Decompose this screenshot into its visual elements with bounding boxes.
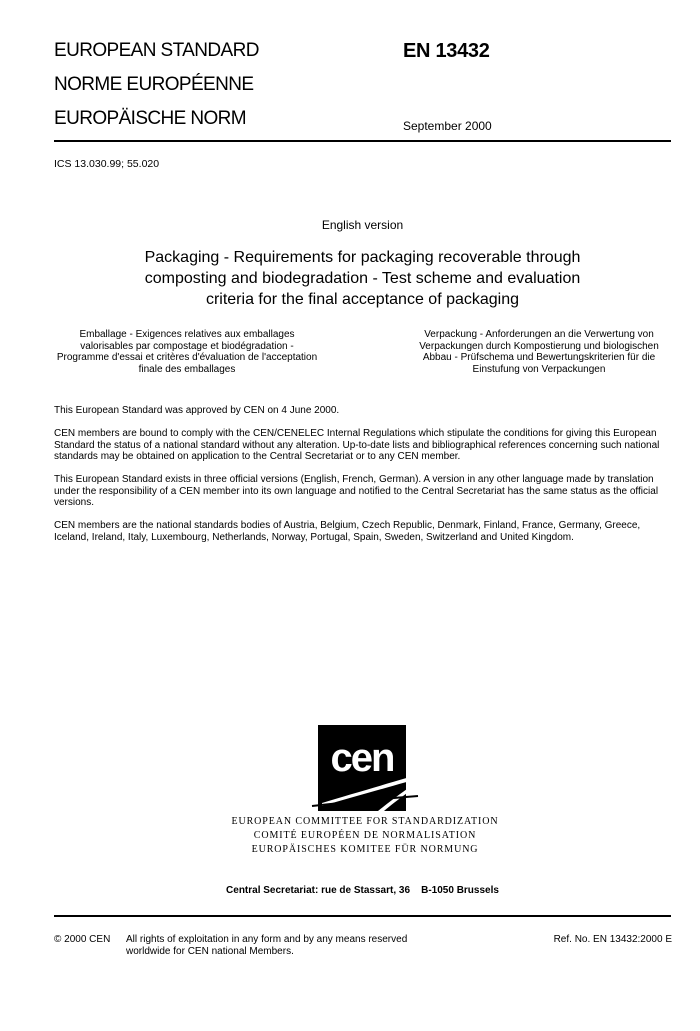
- members-paragraph: [54, 520, 674, 543]
- compliance-paragraph: [54, 428, 674, 463]
- title-fr-line: Programme d'essai et critères d'évaluation de l'acceptation: [56, 352, 318, 363]
- standard-number: EN 13432: [403, 40, 490, 62]
- title-fr-line: finale des emballages: [138, 363, 236, 375]
- header-line-de: EUROPÄISCHE NORM: [54, 108, 247, 129]
- title-french: [54, 329, 320, 375]
- ics-code: ICS 13.030.99; 55.020: [54, 158, 160, 170]
- reference-number: Ref. No. EN 13432:2000 E: [553, 934, 672, 945]
- paragraph-line: Standard the status of a national standard without any alteration. Up-to-date lists and bibliographical references concerning such national: [54, 439, 660, 451]
- paragraph-line: under the responsibility of a CEN member into its own language and notified to the Central Secretariat has the same status as the official: [54, 485, 659, 497]
- paragraph-line: versions.: [54, 497, 95, 508]
- title-de-line: Abbau - Prüfschema und Bewertungskriterien für die: [422, 352, 656, 363]
- title-german: [406, 329, 672, 375]
- paragraph-line: This European Standard exists in three official versions (English, French, German). A version in any other language made by translation: [54, 474, 654, 485]
- committee-name-fr: COMITÉ EUROPÉEN DE NORMALISATION: [253, 830, 477, 841]
- title-de-line: Verpackungen durch Kompostierung und biologischen: [419, 340, 659, 352]
- rights-notice: [126, 934, 446, 957]
- language-version: English version: [321, 218, 404, 232]
- header-line-fr: NORME EUROPÉENNE: [54, 74, 254, 95]
- committee-name-de: EUROPÄISCHES KOMITEE FÜR NORMUNG: [251, 844, 479, 855]
- approval-paragraph: [54, 405, 674, 417]
- header-line-en: EUROPEAN STANDARD: [54, 40, 259, 61]
- document-title: [54, 247, 671, 310]
- title-line: Packaging - Requirements for packaging recoverable through: [144, 249, 581, 266]
- publication-date: September 2000: [403, 119, 492, 133]
- title-line: criteria for the final acceptance of packaging: [205, 291, 520, 308]
- title-fr-line: valorisables par compostage et biodégradation -: [80, 340, 294, 352]
- title-de-line: Einstufung von Verpackungen: [472, 363, 606, 375]
- central-secretariat: Central Secretariat: rue de Stassart, 36 B-1050 Brussels: [226, 885, 499, 896]
- paragraph-line: Iceland, Ireland, Italy, Luxembourg, Netherlands, Norway, Portugal, Spain, Sweden, Switzerland and United Kingdom.: [54, 531, 574, 543]
- paragraph-line: CEN members are bound to comply with the CEN/CENELEC Internal Regulations which stipulate the conditions for giving this European: [54, 428, 657, 439]
- rights-line: worldwide for CEN national Members.: [126, 945, 294, 957]
- title-line: composting and biodegradation - Test scheme and evaluation: [144, 270, 581, 287]
- title-fr-line: Emballage - Exigences relatives aux emballages: [79, 329, 295, 340]
- committee-name-en: EUROPEAN COMMITTEE FOR STANDARDIZATION: [231, 816, 499, 827]
- committee-names: [200, 815, 530, 857]
- rights-line: All rights of exploitation in any form and by any means reserved: [126, 934, 408, 945]
- paragraph-line: standards may be obtained on application to the Central Secretariat or to any CEN member.: [54, 451, 461, 462]
- header-rule: [54, 140, 671, 142]
- cen-logo-text: cen: [330, 736, 394, 780]
- paragraph-line: CEN members are the national standards bodies of Austria, Belgium, Czech Republic, Denmark, Finland, France, Germany, Greece,: [54, 520, 641, 531]
- title-de-line: Verpackung - Anforderungen an die Verwertung von: [424, 329, 654, 340]
- copyright: © 2000 CEN: [54, 934, 111, 945]
- logo-swoosh: [310, 795, 420, 807]
- footer-rule: [54, 915, 671, 917]
- versions-paragraph: [54, 474, 674, 509]
- paragraph-line: This European Standard was approved by CEN on 4 June 2000.: [54, 405, 340, 416]
